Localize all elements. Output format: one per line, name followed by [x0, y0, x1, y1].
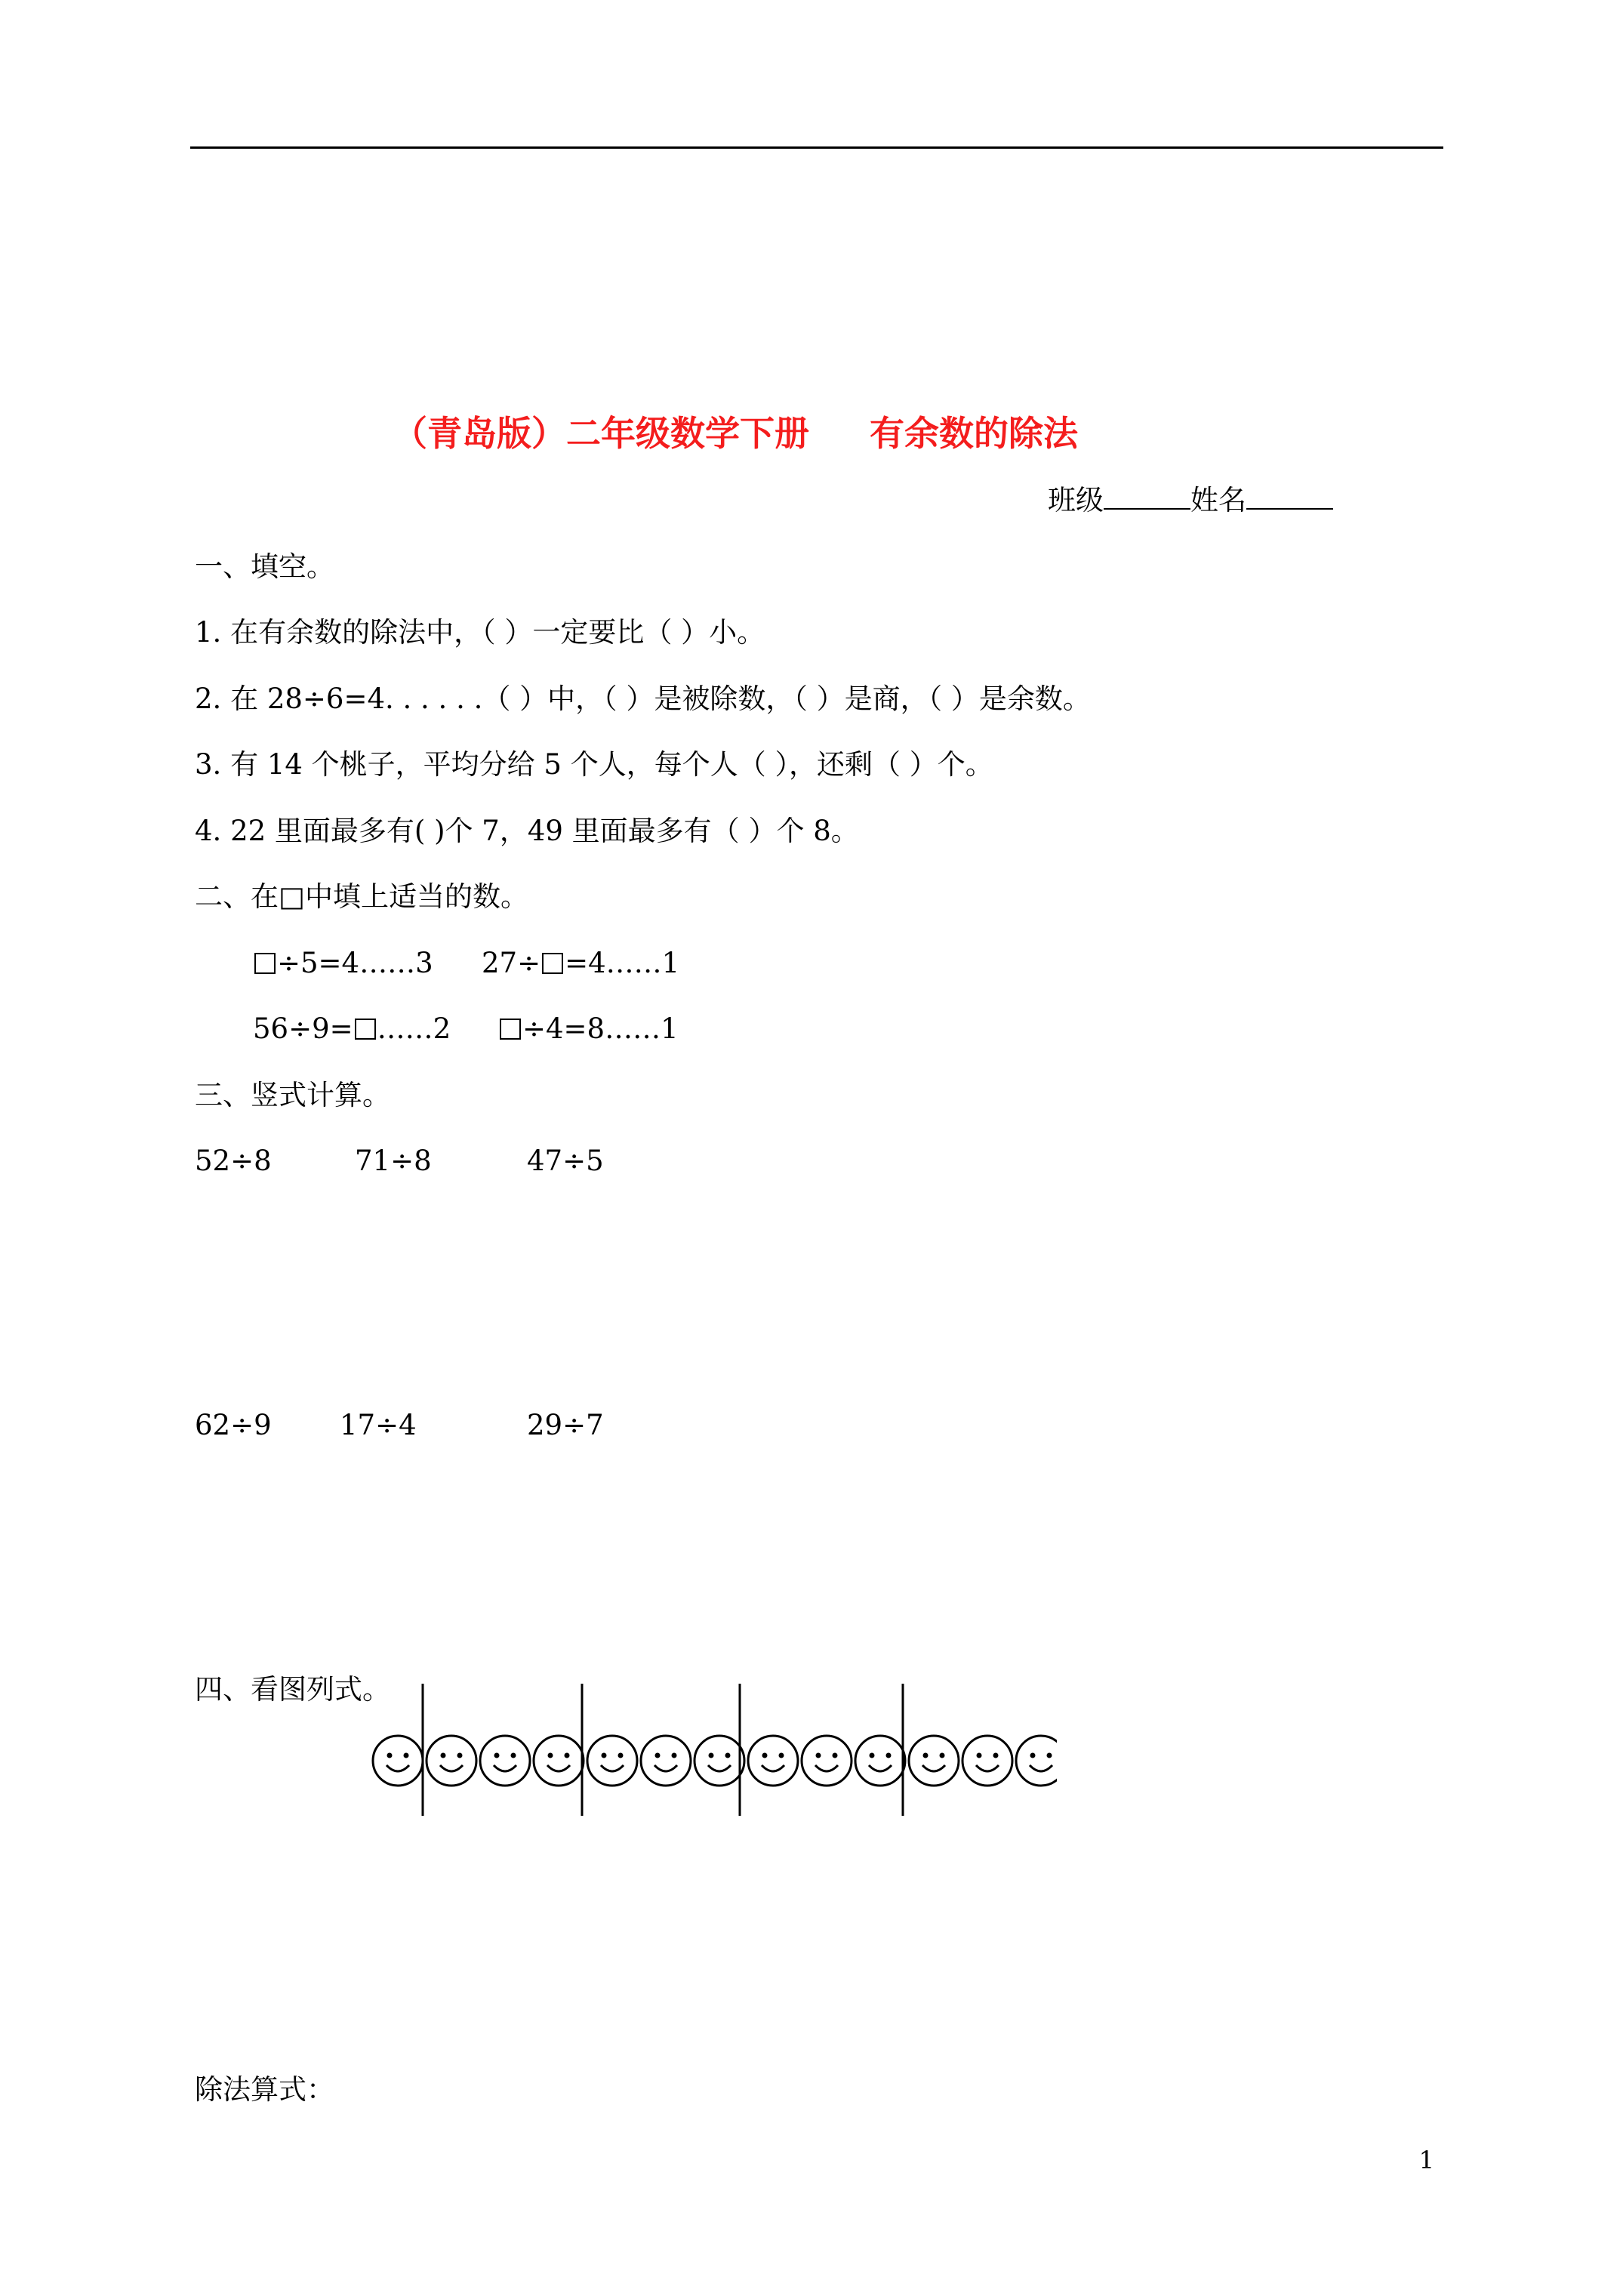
smiley-face-icon: [641, 1736, 691, 1786]
calc-6: 29÷7: [527, 1409, 604, 1441]
document-title: [393, 411, 1078, 456]
smiley-face-icon: [802, 1736, 852, 1786]
smiley-face-icon: [748, 1736, 798, 1786]
smiley-face-icon: [427, 1736, 476, 1786]
class-blank: [1104, 484, 1190, 510]
calc-5: 17÷4: [340, 1409, 417, 1441]
fill-item-1: 1. 在有余数的除法中，（ ）一定要比（ ）小。: [195, 616, 765, 649]
calc-3: 47÷5: [527, 1145, 604, 1177]
title-part2: 有余数的除法: [870, 413, 1078, 454]
fill-item-4: 4. 22 里面最多有( )个 7，49 里面最多有（ ）个 8。: [195, 815, 859, 847]
name-blank: [1246, 484, 1333, 510]
smiley-face-icon: [1016, 1736, 1057, 1786]
header-rule: [190, 146, 1443, 149]
fill-item-2: 2. 在 28÷6=4. . . . . .（ ）中，（ ）是被除数，（ ）是商，（ ）是余数。: [195, 683, 1091, 715]
page-number: 1: [1418, 2146, 1434, 2174]
smiley-face-icon: [962, 1736, 1012, 1786]
smiley-face-icon: [909, 1736, 959, 1786]
answer-box: [355, 1019, 376, 1040]
smiley-figure: [362, 1676, 1057, 1820]
smiley-face-icon: [534, 1736, 584, 1786]
class-label: 班级: [1048, 484, 1104, 516]
answer-box: [500, 1019, 521, 1040]
box-problem-3: 56÷9= ……2: [253, 1012, 451, 1045]
calc-4: 62÷9: [195, 1409, 272, 1441]
fill-item-3: 3. 有 14 个桃子，平均分给 5 个人，每个人（ ），还剩（ ）个。: [195, 748, 993, 781]
calc-2: 71÷8: [355, 1145, 432, 1177]
answer-box: [542, 953, 563, 974]
section3-heading: 三、竖式计算。: [195, 1079, 390, 1111]
section1-heading: 一、填空。: [195, 550, 334, 583]
section4-heading: 四、看图列式。: [195, 1673, 390, 1706]
box-problem-2: 27÷ =4……1: [482, 947, 680, 979]
smiley-face-icon: [694, 1736, 744, 1786]
smiley-face-icon: [480, 1736, 530, 1786]
title-part1: （青岛版）二年级数学下册: [393, 413, 809, 454]
box-problem-4: ÷4=8……1: [498, 1012, 679, 1046]
answer-box: [254, 953, 276, 974]
answer-label: 除法算式：: [195, 2073, 334, 2106]
section2-heading: 二、在□中填上适当的数。: [195, 880, 528, 913]
smiley-face-icon: [855, 1736, 905, 1786]
class-name-line: [1048, 484, 1333, 517]
smiley-face-icon: [587, 1736, 637, 1786]
name-label: 姓名: [1190, 484, 1246, 516]
calc-1: 52÷8: [195, 1145, 272, 1177]
box-problem-1: ÷5=4……3: [253, 947, 433, 980]
smiley-face-icon: [373, 1736, 423, 1786]
